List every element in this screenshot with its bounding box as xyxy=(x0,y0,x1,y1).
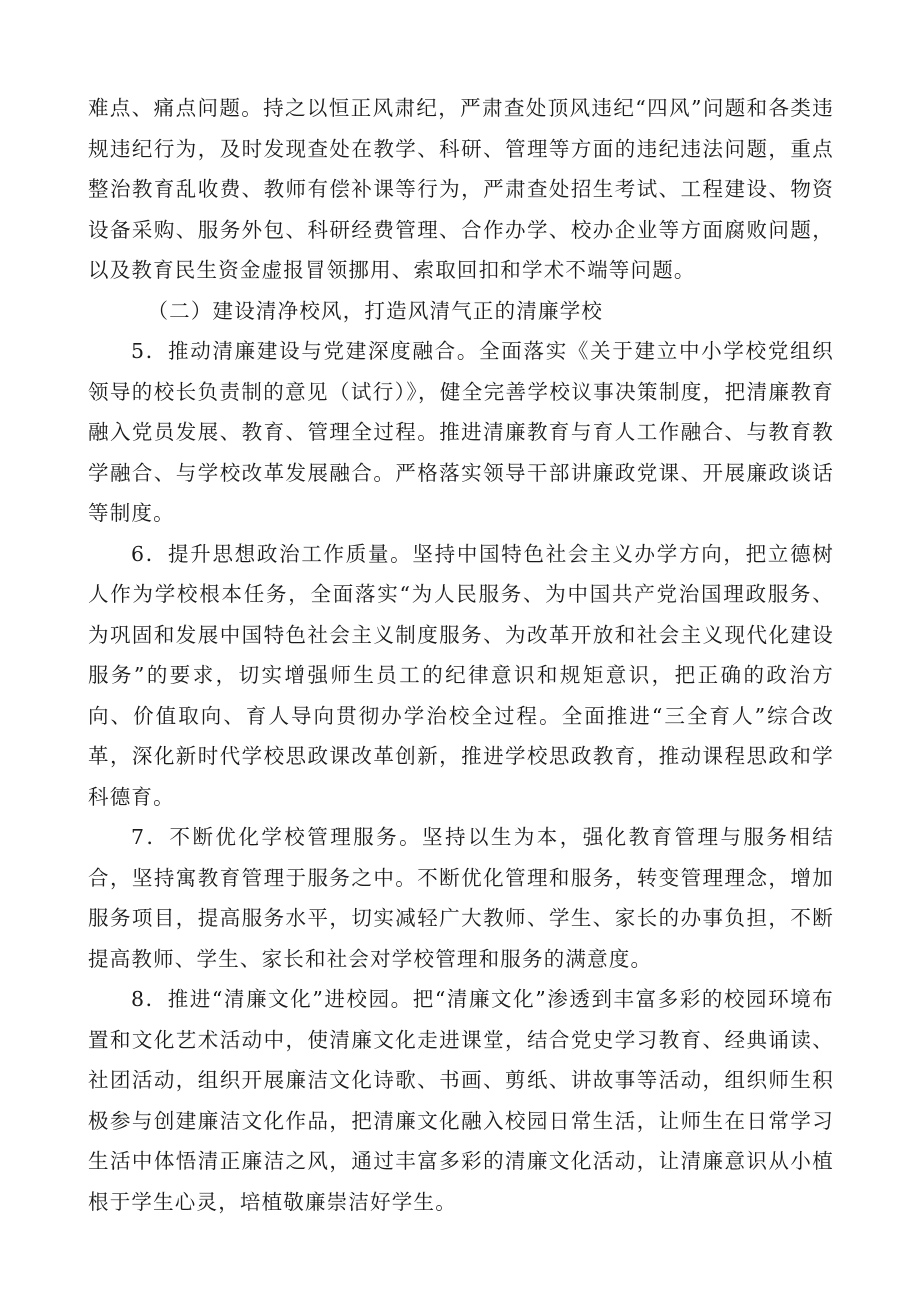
section-heading: （二）建设清净校风，打造风清气正的清廉学校 xyxy=(147,298,604,323)
continued-paragraph: 难点、痛点问题。持之以恒正风肃纪，严肃查处顶风违纪“四风”问题和各类违规违纪行为，及时发现查处在教学、科研、管理等方面的违纪违法问题，重点整治教育乱收费、教师有偿补课等行为，严肃查处招生考试、工程建设、物资设备采购、服务外包、科研经费管理、合作办学、校办企业等方面腐败问题，以及教育民生资金虚报冒领挪用、索取回扣和学术不端等问题。 xyxy=(88,96,834,282)
paragraph-item-5: 5．推动清廉建设与党建深度融合。全面落实《关于建立中小学校党组织领导的校长负责制的意见（试行）》，健全完善学校议事决策制度，把清廉教育融入党员发展、教育、管理全过程。推进清廉教育与育人工作融合、与教育教学融合、与学校改革发展融合。严格落实领导干部讲廉政党课、开展廉政谈话等制度。 xyxy=(88,339,834,525)
document-body xyxy=(88,88,834,1222)
paragraph-item-6: 6．提升思想政治工作质量。坚持中国特色社会主义办学方向，把立德树人作为学校根本任务，全面落实“为人民服务、为中国共产党治国理政服务、为巩固和发展中国特色社会主义制度服务、为改革开放和社会主义现代化建设服务”的要求，切实增强师生员工的纪律意识和规矩意识，把正确的政治方向、价值取向、育人导向贯彻办学治校全过程。全面推进“三全育人”综合改革，深化新时代学校思政课改革创新，推进学校思政教育，推动课程思政和学科德育。 xyxy=(88,541,834,809)
paragraph-item-7: 7．不断优化学校管理服务。坚持以生为本，强化教育管理与服务相结合，坚持寓教育管理于服务之中。不断优化管理和服务，转变管理理念，增加服务项目，提高服务水平，切实减轻广大教师、学生、家长的办事负担，不断提高教师、学生、家长和社会对学校管理和服务的满意度。 xyxy=(88,825,834,971)
paragraph-item-8: 8．推进“清廉文化”进校园。把“清廉文化”渗透到丰富多彩的校园环境布置和文化艺术活动中，使清廉文化走进课堂，结合党史学习教育、经典诵读、社团活动，组织开展廉洁文化诗歌、书画、剪纸、讲故事等活动，组织师生积极参与创建廉洁文化作品，把清廉文化融入校园日常生活，让师生在日常学习生活中体悟清正廉洁之风，通过丰富多彩的清廉文化活动，让清廉意识从小植根于学生心灵，培植敬廉崇洁好学生。 xyxy=(88,987,834,1214)
